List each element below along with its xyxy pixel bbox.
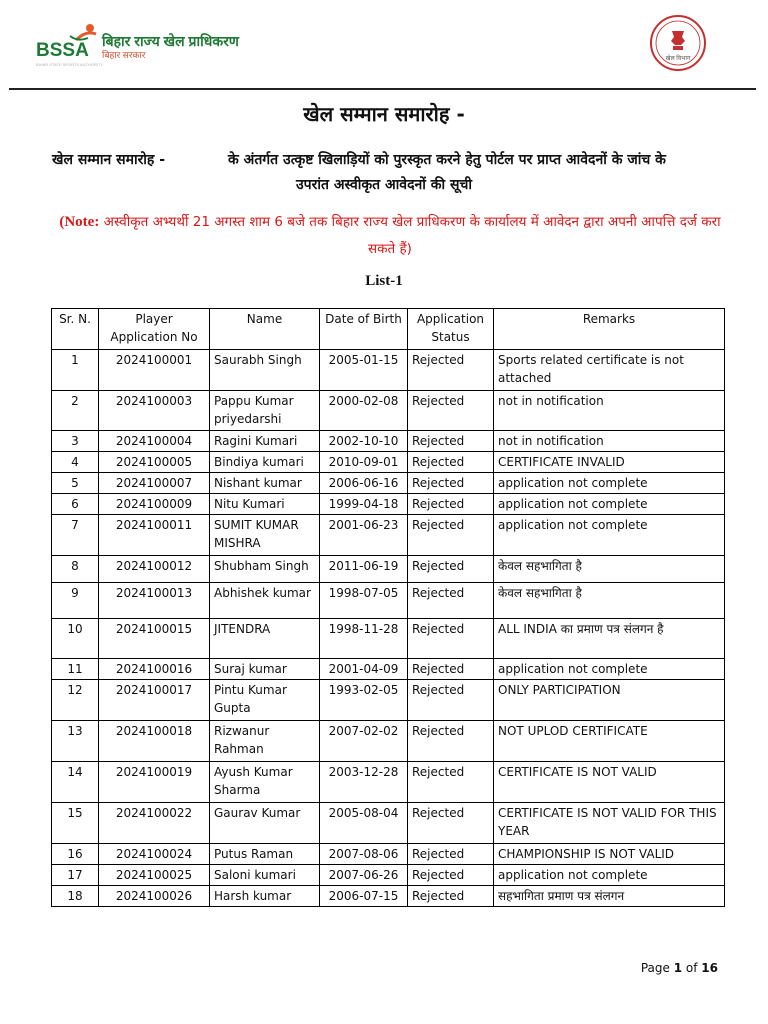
page-current: 1 bbox=[673, 961, 683, 975]
seal-text: खेल विभाग bbox=[665, 56, 691, 62]
cell-sr-no: 3 bbox=[52, 431, 99, 452]
table-row bbox=[52, 619, 725, 659]
header-divider bbox=[9, 88, 756, 90]
cell-sr-no: 17 bbox=[52, 865, 99, 886]
cell-dob: 2011-06-19 bbox=[320, 556, 408, 583]
cell-dob: 2006-06-16 bbox=[320, 473, 408, 494]
table-header-row bbox=[52, 309, 725, 350]
cell-application-no: 2024100024 bbox=[99, 844, 210, 865]
cell-remarks: CERTIFICATE IS NOT VALID bbox=[494, 762, 725, 803]
cell-dob: 1998-07-05 bbox=[320, 583, 408, 619]
cell-dob: 2007-08-06 bbox=[320, 844, 408, 865]
cell-name: Ayush Kumar Sharma bbox=[210, 762, 320, 803]
cell-status: Rejected bbox=[408, 473, 494, 494]
page-word: Page bbox=[640, 961, 670, 975]
header-sr-no: Sr. N. bbox=[52, 309, 99, 350]
cell-application-no: 2024100026 bbox=[99, 886, 210, 907]
page-total: 16 bbox=[701, 961, 718, 975]
cell-application-no: 2024100011 bbox=[99, 515, 210, 556]
cell-remarks: not in notification bbox=[494, 431, 725, 452]
cell-name: Shubham Singh bbox=[210, 556, 320, 583]
table-row bbox=[52, 391, 725, 431]
subtitle-description: के अंतर्गत उत्कृष्ट खिलाड़ियों को पुरस्कृत करने हेतु पोर्टल पर प्राप्त आवेदनों के जांच के bbox=[228, 152, 666, 168]
cell-remarks: application not complete bbox=[494, 494, 725, 515]
cell-status: Rejected bbox=[408, 350, 494, 391]
table-row bbox=[52, 844, 725, 865]
cell-status: Rejected bbox=[408, 865, 494, 886]
cell-remarks: Sports related certificate is not attached bbox=[494, 350, 725, 391]
cell-status: Rejected bbox=[408, 391, 494, 431]
cell-name: Harsh kumar bbox=[210, 886, 320, 907]
cell-sr-no: 1 bbox=[52, 350, 99, 391]
cell-status: Rejected bbox=[408, 659, 494, 680]
cell-application-no: 2024100007 bbox=[99, 473, 210, 494]
cell-status: Rejected bbox=[408, 680, 494, 721]
cell-sr-no: 14 bbox=[52, 762, 99, 803]
cell-dob: 2010-09-01 bbox=[320, 452, 408, 473]
cell-sr-no: 16 bbox=[52, 844, 99, 865]
table-row bbox=[52, 583, 725, 619]
cell-remarks: CHAMPIONSHIP IS NOT VALID bbox=[494, 844, 725, 865]
cell-sr-no: 9 bbox=[52, 583, 99, 619]
cell-dob: 2000-02-08 bbox=[320, 391, 408, 431]
rejected-applications-table bbox=[51, 308, 725, 907]
cell-sr-no: 8 bbox=[52, 556, 99, 583]
cell-remarks: application not complete bbox=[494, 865, 725, 886]
cell-application-no: 2024100005 bbox=[99, 452, 210, 473]
table-row bbox=[52, 886, 725, 907]
org-name: बिहार राज्य खेल प्राधिकरण bbox=[102, 33, 239, 49]
cell-name: Saloni kumari bbox=[210, 865, 320, 886]
cell-application-no: 2024100009 bbox=[99, 494, 210, 515]
cell-sr-no: 6 bbox=[52, 494, 99, 515]
cell-application-no: 2024100003 bbox=[99, 391, 210, 431]
cell-remarks: application not complete bbox=[494, 659, 725, 680]
cell-dob: 2007-02-02 bbox=[320, 721, 408, 762]
cell-sr-no: 10 bbox=[52, 619, 99, 659]
of-word: of bbox=[685, 961, 698, 975]
cell-status: Rejected bbox=[408, 583, 494, 619]
cell-status: Rejected bbox=[408, 494, 494, 515]
cell-name: Pintu Kumar Gupta bbox=[210, 680, 320, 721]
cell-name: Nitu Kumari bbox=[210, 494, 320, 515]
header-application-no: Player Application No bbox=[99, 309, 210, 350]
table-row bbox=[52, 680, 725, 721]
cell-application-no: 2024100018 bbox=[99, 721, 210, 762]
cell-status: Rejected bbox=[408, 886, 494, 907]
note-paragraph bbox=[50, 209, 730, 263]
government-seal bbox=[650, 15, 706, 71]
table-row bbox=[52, 556, 725, 583]
cell-dob: 2005-08-04 bbox=[320, 803, 408, 844]
cell-remarks: not in notification bbox=[494, 391, 725, 431]
cell-sr-no: 12 bbox=[52, 680, 99, 721]
cell-name: Saurabh Singh bbox=[210, 350, 320, 391]
note-text: अस्वीकृत अभ्यर्थी 21 अगस्त शाम 6 बजे तक बिहार राज्य खेल प्राधिकरण के कार्यालय में आवेदन द्वारा अपनी आपत्ति दर्ज करा सकते हैं) bbox=[103, 214, 721, 257]
cell-dob: 2001-06-23 bbox=[320, 515, 408, 556]
cell-status: Rejected bbox=[408, 619, 494, 659]
cell-status: Rejected bbox=[408, 431, 494, 452]
cell-status: Rejected bbox=[408, 515, 494, 556]
cell-sr-no: 5 bbox=[52, 473, 99, 494]
cell-remarks: केवल सहभागिता है bbox=[494, 556, 725, 583]
table-row bbox=[52, 452, 725, 473]
cell-sr-no: 11 bbox=[52, 659, 99, 680]
bssa-logo bbox=[36, 22, 102, 62]
cell-name: Gaurav Kumar bbox=[210, 803, 320, 844]
header-status: Application Status bbox=[408, 309, 494, 350]
cell-name: Rizwanur Rahman bbox=[210, 721, 320, 762]
table-row bbox=[52, 721, 725, 762]
cell-application-no: 2024100017 bbox=[99, 680, 210, 721]
cell-remarks: application not complete bbox=[494, 473, 725, 494]
cell-remarks: CERTIFICATE IS NOT VALID FOR THIS YEAR bbox=[494, 803, 725, 844]
list-label: List-1 bbox=[365, 273, 403, 289]
table-row bbox=[52, 473, 725, 494]
cell-remarks: CERTIFICATE INVALID bbox=[494, 452, 725, 473]
cell-dob: 2006-07-15 bbox=[320, 886, 408, 907]
cell-dob: 2001-04-09 bbox=[320, 659, 408, 680]
cell-name: Abhishek kumar bbox=[210, 583, 320, 619]
cell-dob: 2007-06-26 bbox=[320, 865, 408, 886]
cell-status: Rejected bbox=[408, 556, 494, 583]
header-dob: Date of Birth bbox=[320, 309, 408, 350]
table-row bbox=[52, 515, 725, 556]
cell-sr-no: 18 bbox=[52, 886, 99, 907]
table-row bbox=[52, 803, 725, 844]
cell-remarks: केवल सहभागिता है bbox=[494, 583, 725, 619]
subtitle-event: खेल सम्मान समारोह - bbox=[52, 152, 166, 168]
cell-name: Nishant kumar bbox=[210, 473, 320, 494]
cell-application-no: 2024100015 bbox=[99, 619, 210, 659]
subtitle-continuation: उपरांत अस्वीकृत आवेदनों की सूची bbox=[295, 177, 472, 193]
page-title: खेल सम्मान समारोह - bbox=[303, 102, 465, 126]
cell-name: Putus Raman bbox=[210, 844, 320, 865]
cell-application-no: 2024100019 bbox=[99, 762, 210, 803]
cell-remarks: सहभागिता प्रमाण पत्र संलगन bbox=[494, 886, 725, 907]
cell-dob: 2002-10-10 bbox=[320, 431, 408, 452]
cell-status: Rejected bbox=[408, 452, 494, 473]
cell-name: Ragini Kumari bbox=[210, 431, 320, 452]
cell-dob: 2005-01-15 bbox=[320, 350, 408, 391]
header-remarks: Remarks bbox=[494, 309, 725, 350]
cell-remarks: application not complete bbox=[494, 515, 725, 556]
cell-dob: 1993-02-05 bbox=[320, 680, 408, 721]
cell-sr-no: 2 bbox=[52, 391, 99, 431]
cell-application-no: 2024100012 bbox=[99, 556, 210, 583]
table-row bbox=[52, 762, 725, 803]
cell-name: JITENDRA bbox=[210, 619, 320, 659]
cell-application-no: 2024100004 bbox=[99, 431, 210, 452]
cell-name: Suraj kumar bbox=[210, 659, 320, 680]
page-footer bbox=[641, 961, 718, 975]
cell-application-no: 2024100013 bbox=[99, 583, 210, 619]
cell-application-no: 2024100022 bbox=[99, 803, 210, 844]
table-row bbox=[52, 350, 725, 391]
table-row bbox=[52, 659, 725, 680]
logo-tagline: BIHAR STATE SPORTS AUTHORITY bbox=[36, 62, 104, 67]
page-header bbox=[0, 0, 768, 92]
cell-name: SUMIT KUMAR MISHRA bbox=[210, 515, 320, 556]
cell-dob: 1998-11-28 bbox=[320, 619, 408, 659]
cell-status: Rejected bbox=[408, 762, 494, 803]
cell-sr-no: 15 bbox=[52, 803, 99, 844]
cell-application-no: 2024100001 bbox=[99, 350, 210, 391]
org-subtitle: बिहार सरकार bbox=[102, 50, 146, 60]
cell-dob: 1999-04-18 bbox=[320, 494, 408, 515]
cell-sr-no: 4 bbox=[52, 452, 99, 473]
cell-sr-no: 13 bbox=[52, 721, 99, 762]
cell-remarks: NOT UPLOD CERTIFICATE bbox=[494, 721, 725, 762]
cell-status: Rejected bbox=[408, 844, 494, 865]
logo-text: BSSA bbox=[36, 40, 89, 61]
cell-name: Bindiya kumari bbox=[210, 452, 320, 473]
cell-status: Rejected bbox=[408, 803, 494, 844]
table-row bbox=[52, 494, 725, 515]
cell-dob: 2003-12-28 bbox=[320, 762, 408, 803]
cell-name: Pappu Kumar priyedarshi bbox=[210, 391, 320, 431]
cell-remarks: ONLY PARTICIPATION bbox=[494, 680, 725, 721]
cell-status: Rejected bbox=[408, 721, 494, 762]
cell-remarks: ALL INDIA का प्रमाण पत्र संलगन है bbox=[494, 619, 725, 659]
table-row bbox=[52, 865, 725, 886]
cell-sr-no: 7 bbox=[52, 515, 99, 556]
table-row bbox=[52, 431, 725, 452]
note-prefix: (Note: bbox=[59, 214, 100, 230]
header-name: Name bbox=[210, 309, 320, 350]
cell-application-no: 2024100025 bbox=[99, 865, 210, 886]
cell-application-no: 2024100016 bbox=[99, 659, 210, 680]
